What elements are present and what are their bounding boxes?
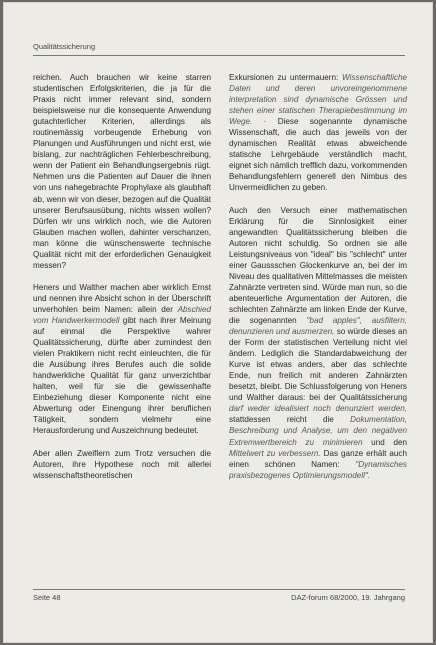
paragraph: [229, 205, 407, 481]
text-run-italic: darf weder idealisiert noch denunziert werden,: [229, 404, 407, 414]
right-column: [229, 72, 407, 492]
text-run: stattdessen reicht die: [229, 415, 351, 425]
paragraph: [229, 72, 407, 194]
text-run: und den: [362, 437, 407, 447]
text-run-italic: Abschied vom Handwerkermodell: [33, 304, 211, 325]
text-run: · Diese sogenannte dynamische Wissenschaft, die auch das jeweils von der dynamischen Realität etwas abweichende statische Lehrgebäude verständlich macht, eignet sich nämlich trefflich dazu, vorkommenden Behandlungsfehlern generell den Nimbus des Unvermeidlichen zu geben.: [229, 117, 407, 193]
left-column: [33, 72, 211, 492]
text-run-italic: Wissenschaftliche Daten und deren unvoreingenommene interpretation sind dynamische Grössen und stehen einer statischen Therapiebestimmung im Wege.: [229, 73, 407, 127]
text-run: Aber allen Zweiflern zum Trotz versuchen die Autoren, ihre Hypothese noch mit allerlei wissenschaftstheoretischen: [33, 448, 211, 480]
journal-citation: DAZ-forum 68/2000, 19. Jahrgang: [291, 593, 405, 602]
document-page: [3, 2, 433, 643]
text-run: Auch den Versuch einer mathematischen Erklärung für die Sinnlosigkeit einer angewandten Qualitätssicherung bleiben die Autoren nicht schuldig. So ordnen sie alle Leistungsniveaus von "ideal" bis "schlecht" unter einer Gaussschen Glockenkurve an, bei der im Niveau des qualitativen Mittelmasses die meisten Zahnärzte vertreten sind. Würde man nun, so die abenteuerliche Argumentation der Autoren, die schlechten Zahnärzte am linken Ende der Kurve, die sogenannten: [229, 205, 407, 325]
text-run: gibt nach ihrer Meinung auf einmal die Perspektive wahrer Qualitätssicherung, dürfte aber zumindest den vielen Praktikern nicht recht einleuchten, die für die Ausübung ihres Berufes auch die solide handwerkliche Qualität für ganz unverzichtbar halten, weil für sie die gewissenhafte Einbeziehung dieser Komponente nicht eine Abwertung oder Einengung ihrer beruflichen Tätigkeit, sondern vielmehr eine Herausforderung und Auszeichnung bedeutet.: [33, 315, 211, 436]
text-run: reichen. Auch brauchen wir keine starren studentischen Erfolgskriterien, die ja für die Praxis nicht immer relevant sind, sondern beispielsweise nur die konsequente Anwendung gutachterlicher Kriterien, allerdings als routinemässig vorbeugende Erhebung von Planungen und Ausführungen und nicht erst, wie bislang, zur nachträglichen Fehlerbeschreibung, wenn der Patient ein Behandlungsergebnis rügt. Nehmen uns die Patienten auf Dauer die ihnen von uns nahegebrachte Prophylaxe als glaubhaft ab, wenn wir von dieser, bezogen auf die Qualität unserer Berufsausübung, nichts wissen wollen? Dürfen wir uns wirklich noch, wie die Autoren Glauben machen wollen, dahinter verschanzen, man könne die wünschenswerte technische Qualität nicht mit der erforderlichen Genauigkeit messen?: [33, 73, 211, 270]
footer-rule: [33, 589, 405, 590]
paragraph: [33, 282, 211, 437]
text-run: Exkursionen zu untermauern:: [229, 73, 343, 82]
paragraph: [33, 72, 211, 271]
running-title: Qualitätssicherung: [33, 42, 96, 51]
paragraph: [33, 448, 211, 481]
header-rule: [33, 55, 405, 56]
text-run: Heners und Walther machen aber wirklich Ernst und nennen ihre Absicht schon in der Überschrift unverhohlen beim Namen: allein der: [33, 282, 211, 314]
text-run-italic: "bad apples", ausfiltern, denunzieren und ausmerzen,: [229, 315, 407, 337]
text-run-italic: Mittelwert zu verbessern.: [229, 448, 321, 458]
text-run-italic: Dokumentation, Beschreibung und Analyse, um den negativen Extremwertbereich zu minimieren: [229, 415, 407, 447]
page-number: Seite 48: [33, 593, 61, 602]
text-run-italic: "Dynamisches praxisbezogenes Optimierungsmodell".: [229, 459, 407, 480]
text-run: so würde dieses an der Form der statistischen Verteilung nicht viel ändern. Lediglich die Standardabweichung der Kurve ist etwas anders, aber das schlechte Ende, nun freilich mit anderen Zahnärzten besetzt, bleibt. Die Schlussfolgerung von Heners und Walther daraus: bei der Qualitätssicherung: [229, 327, 407, 403]
text-run: Das ganze erhält auch einen schönen Namen:: [229, 448, 407, 469]
